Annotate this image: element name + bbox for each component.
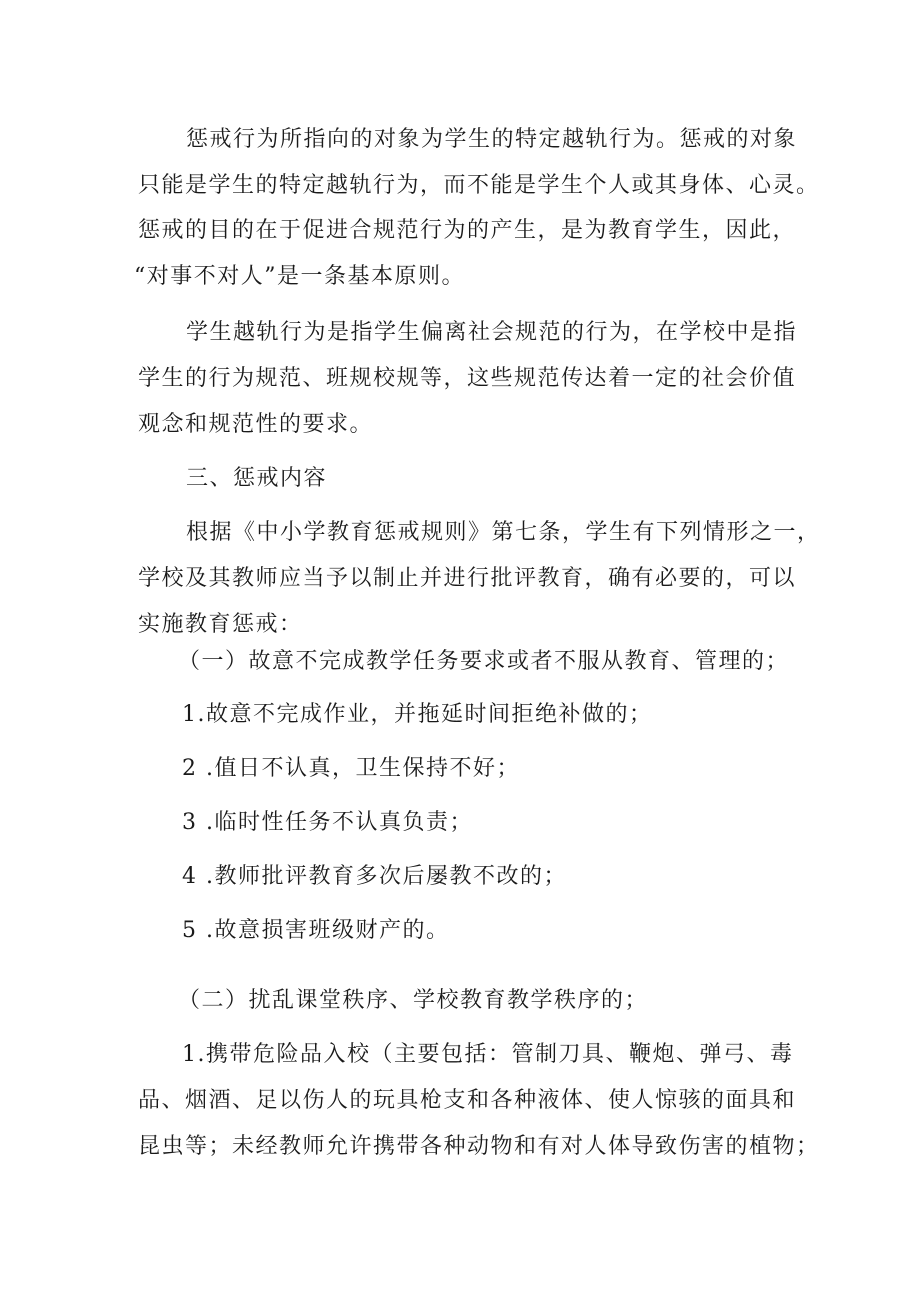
list-2-item-1-line-2: 品、烟酒、足以伤人的玩具枪支和各种液体、使人惊骇的面具和: [138, 1088, 797, 1113]
list-1-item-5: 5 .故意损害班级财产的。: [182, 918, 450, 943]
paragraph-2-line-3: 观念和规范性的要求。: [138, 412, 374, 437]
list-1-item-2: 2 .值日不认真，卫生保持不好；: [182, 756, 520, 781]
paragraph-3-line-2: 学校及其教师应当予以制止并进行批评教育，确有必要的，可以: [138, 566, 797, 591]
paragraph-2-line-2: 学生的行为规范、班规校规等，这些规范传达着一定的社会价值: [138, 366, 797, 391]
paragraph-2-line-1: 学生越轨行为是指学生偏离社会规范的行为，在学校中是指: [186, 320, 798, 345]
subsection-2-heading: （二）扰乱课堂秩序、学校教育教学秩序的；: [178, 988, 649, 1013]
paragraph-1-line-3: 惩戒的目的在于促进合规范行为的产生，是为教育学生，因此，: [138, 218, 797, 243]
paragraph-1-line-4: “对事不对人”是一条基本原则。: [134, 264, 465, 289]
paragraph-1-line-2: 只能是学生的特定越轨行为，而不能是学生个人或其身体、心灵。: [138, 173, 820, 198]
paragraph-1-line-1: 惩戒行为所指向的对象为学生的特定越轨行为。惩戒的对象: [186, 127, 798, 152]
paragraph-3-line-3: 实施教育惩戒：: [138, 612, 303, 637]
paragraph-3-line-1: 根据《中小学教育惩戒规则》第七条，学生有下列情形之一，: [186, 520, 821, 545]
list-2-item-1-line-3: 昆虫等；未经教师允许携带各种动物和有对人体导致伤害的植物；: [138, 1134, 820, 1159]
subsection-1-heading: （一）故意不完成教学任务要求或者不服从教育、管理的；: [178, 649, 790, 674]
list-1-item-3: 3 .临时性任务不认真负责；: [182, 810, 473, 835]
list-2-item-1-line-1: 1.携带危险品入校（主要包括：管制刀具、鞭炮、弹弓、毒: [182, 1042, 794, 1067]
list-1-item-1: 1.故意不完成作业，并拖延时间拒绝补做的；: [182, 702, 653, 727]
section-heading: 三、惩戒内容: [186, 466, 328, 491]
list-1-item-4: 4 .教师批评教育多次后屡教不改的；: [182, 864, 567, 889]
